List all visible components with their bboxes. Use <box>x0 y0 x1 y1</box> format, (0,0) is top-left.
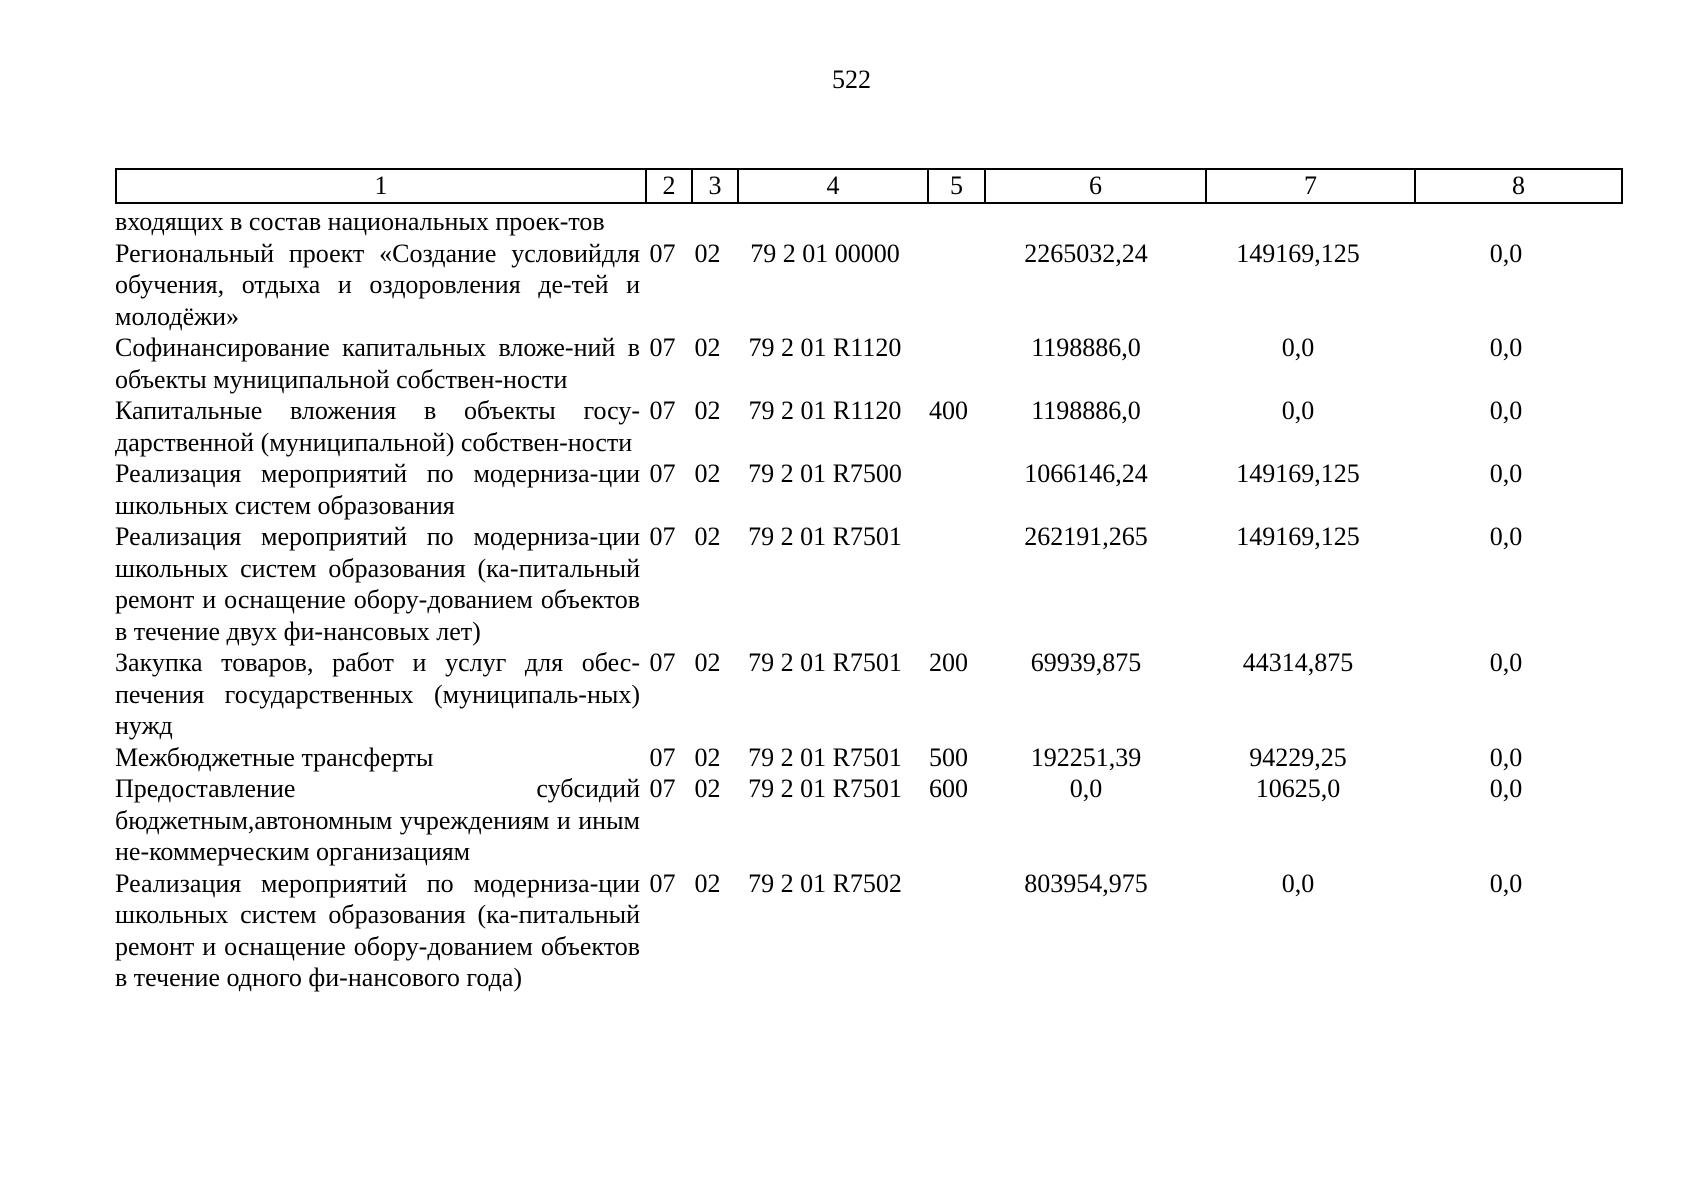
description-line: ции школьных систем образования (ка- <box>115 868 640 929</box>
description-line: ний в объекты муниципальной собствен- <box>115 333 640 394</box>
description-line: Софинансирование капитальных вложе- <box>115 333 574 362</box>
amount-col-7: 94229,25 <box>1249 742 1347 772</box>
amount-col-6: 1198886,0 <box>1031 333 1141 362</box>
description-line: тей и молодёжи» <box>115 270 640 331</box>
target-article-code: 79 2 01 00000 <box>750 238 900 268</box>
description-line: ных) нужд <box>115 679 640 740</box>
description-line: для обучения, отдыха и оздоровления де- <box>115 238 640 299</box>
section-code: 07 <box>649 742 676 772</box>
row-description <box>115 458 640 521</box>
amount-col-7: 149169,125 <box>1236 238 1360 268</box>
description-line: Капитальные вложения в объекты госу- <box>115 396 640 425</box>
amount-col-7: 0,0 <box>1281 333 1315 362</box>
table-body <box>115 206 1621 994</box>
table-row <box>115 773 1621 868</box>
section-code: 07 <box>649 774 676 803</box>
page-number: 522 <box>832 65 871 94</box>
amount-col-8: 0,0 <box>1489 333 1523 362</box>
description-line: питальный ремонт и оснащение обору- <box>115 900 640 961</box>
description-line: коммерческим организациям <box>149 837 471 866</box>
amount-col-8: 0,0 <box>1489 648 1523 677</box>
amount-col-7 <box>1195 206 1401 238</box>
description-line: дованием объектов в течение двух фи- <box>115 585 640 646</box>
column-header-row <box>116 169 1622 203</box>
amount-col-7: 0,0 <box>1281 396 1315 425</box>
row-description <box>115 521 640 647</box>
subsection-code: 02 <box>694 648 721 677</box>
description-line: входящих в состав национальных проек- <box>115 207 569 236</box>
row-description <box>115 206 640 238</box>
column-header-1: 1 <box>116 169 646 203</box>
subsection-code: 02 <box>694 774 721 803</box>
description-line: Закупка товаров, работ и услуг для обес- <box>115 648 640 677</box>
table-row <box>115 742 1621 774</box>
target-article-code: 79 2 01 R7502 <box>748 868 902 898</box>
target-article-code: 79 2 01 R7501 <box>748 742 902 772</box>
subsection-code: 02 <box>694 742 721 772</box>
description-line: ции школьных систем образования (ка- <box>115 522 640 583</box>
subsection-code: 02 <box>694 868 721 898</box>
column-header-3: 3 <box>692 169 738 203</box>
target-article-code: 79 2 01 R1120 <box>748 396 902 425</box>
amount-col-7: 10625,0 <box>1255 774 1341 803</box>
target-article-code: 79 2 01 R7501 <box>748 648 902 677</box>
target-article-code: 79 2 01 R7501 <box>748 522 902 551</box>
description-line: нансовых лет) <box>323 616 481 646</box>
expense-type-code <box>920 868 977 994</box>
amount-col-7: 0,0 <box>1281 868 1315 898</box>
expense-type-code: 200 <box>929 648 968 677</box>
target-article-code: 79 2 01 R1120 <box>748 333 902 362</box>
subsection-code: 02 <box>694 459 721 488</box>
amount-col-6: 0,0 <box>1069 774 1103 803</box>
amount-col-8: 0,0 <box>1489 396 1523 425</box>
row-description <box>115 742 640 774</box>
row-description <box>115 868 640 994</box>
description-line: тов <box>568 207 605 236</box>
row-description <box>115 395 640 458</box>
description-line: автономным учреждениям и иным не- <box>115 805 640 866</box>
amount-col-8: 0,0 <box>1489 742 1523 772</box>
target-article-code: 79 2 01 R7501 <box>748 774 902 803</box>
target-article-code: 79 2 01 R7500 <box>748 459 902 488</box>
row-description <box>115 238 640 333</box>
subsection-code <box>685 206 730 238</box>
subsection-code: 02 <box>694 238 721 268</box>
row-description <box>115 647 640 742</box>
amount-col-8: 0,0 <box>1489 774 1523 803</box>
description-line: Реализация мероприятий по модерниза- <box>115 522 599 551</box>
table-row <box>115 521 1621 647</box>
expense-type-code <box>920 458 977 521</box>
amount-col-6: 2265032,24 <box>1024 238 1148 268</box>
column-header-7: 7 <box>1206 169 1415 203</box>
description-line: ности <box>567 427 633 457</box>
amount-col-6: 803954,975 <box>1024 868 1148 898</box>
row-description <box>115 773 640 868</box>
column-header-2: 2 <box>646 169 692 203</box>
expense-type-code <box>920 521 977 647</box>
amount-col-7: 44314,875 <box>1242 648 1354 677</box>
description-line: нансового года) <box>347 963 523 992</box>
amount-col-8: 0,0 <box>1489 459 1523 488</box>
row-description <box>115 332 640 395</box>
table-row <box>115 647 1621 742</box>
amount-col-6: 1198886,0 <box>1031 396 1141 425</box>
description-line: Региональный проект «Создание условий <box>115 238 602 268</box>
description-line: Межбюджетные трансферты <box>115 742 434 772</box>
table-row <box>115 332 1621 395</box>
subsection-code: 02 <box>694 333 721 362</box>
description-line: питальный ремонт и оснащение обору- <box>115 553 640 614</box>
expense-type-code <box>920 206 977 238</box>
section-code: 07 <box>649 868 676 898</box>
expense-type-code <box>920 332 977 395</box>
table-row <box>115 238 1621 333</box>
description-line: Реализация мероприятий по модерниза- <box>115 868 599 898</box>
expense-type-code: 500 <box>929 742 968 772</box>
column-header-6: 6 <box>985 169 1206 203</box>
amount-col-7: 149169,125 <box>1236 522 1360 551</box>
description-line: ности <box>503 364 568 394</box>
description-line: дованием объектов в течение одного фи- <box>115 931 640 992</box>
table-row <box>115 395 1621 458</box>
amount-col-8: 0,0 <box>1489 522 1523 551</box>
description-line: ции школьных систем образования <box>115 459 640 520</box>
section-code: 07 <box>649 396 676 425</box>
description-line: печения государственных (муниципаль- <box>115 679 587 709</box>
amount-col-8: 0,0 <box>1489 238 1523 268</box>
subsection-code: 02 <box>694 522 721 551</box>
expense-type-code <box>920 238 977 333</box>
amount-col-6: 69939,875 <box>1030 648 1142 677</box>
description-line: Реализация мероприятий по модерниза- <box>115 459 599 488</box>
section-code <box>640 206 685 238</box>
table-row <box>115 868 1621 994</box>
section-code: 07 <box>649 648 676 677</box>
table-row <box>115 458 1621 521</box>
section-code: 07 <box>649 522 676 551</box>
amount-col-6: 262191,265 <box>1024 522 1148 551</box>
target-article-code <box>730 206 920 238</box>
column-header-4: 4 <box>738 169 928 203</box>
column-header-5: 5 <box>928 169 985 203</box>
expense-type-code: 400 <box>929 396 968 425</box>
amount-col-6: 192251,39 <box>1030 742 1142 772</box>
description-line: дарственной (муниципальной) собствен- <box>115 427 568 457</box>
amount-col-8 <box>1401 206 1611 238</box>
subsection-code: 02 <box>694 396 721 425</box>
amount-col-6: 1066146,24 <box>1024 459 1148 488</box>
section-code: 07 <box>649 459 676 488</box>
table-row <box>115 206 1621 238</box>
expense-type-code: 600 <box>929 774 968 803</box>
column-header-8: 8 <box>1415 169 1622 203</box>
amount-col-8: 0,0 <box>1489 868 1523 898</box>
column-header-table <box>115 168 1623 204</box>
description-line: Предоставление субсидий бюджетным, <box>115 774 640 835</box>
amount-col-7: 149169,125 <box>1236 459 1360 488</box>
section-code: 07 <box>649 238 676 268</box>
amount-col-6 <box>977 206 1195 238</box>
section-code: 07 <box>649 333 676 362</box>
